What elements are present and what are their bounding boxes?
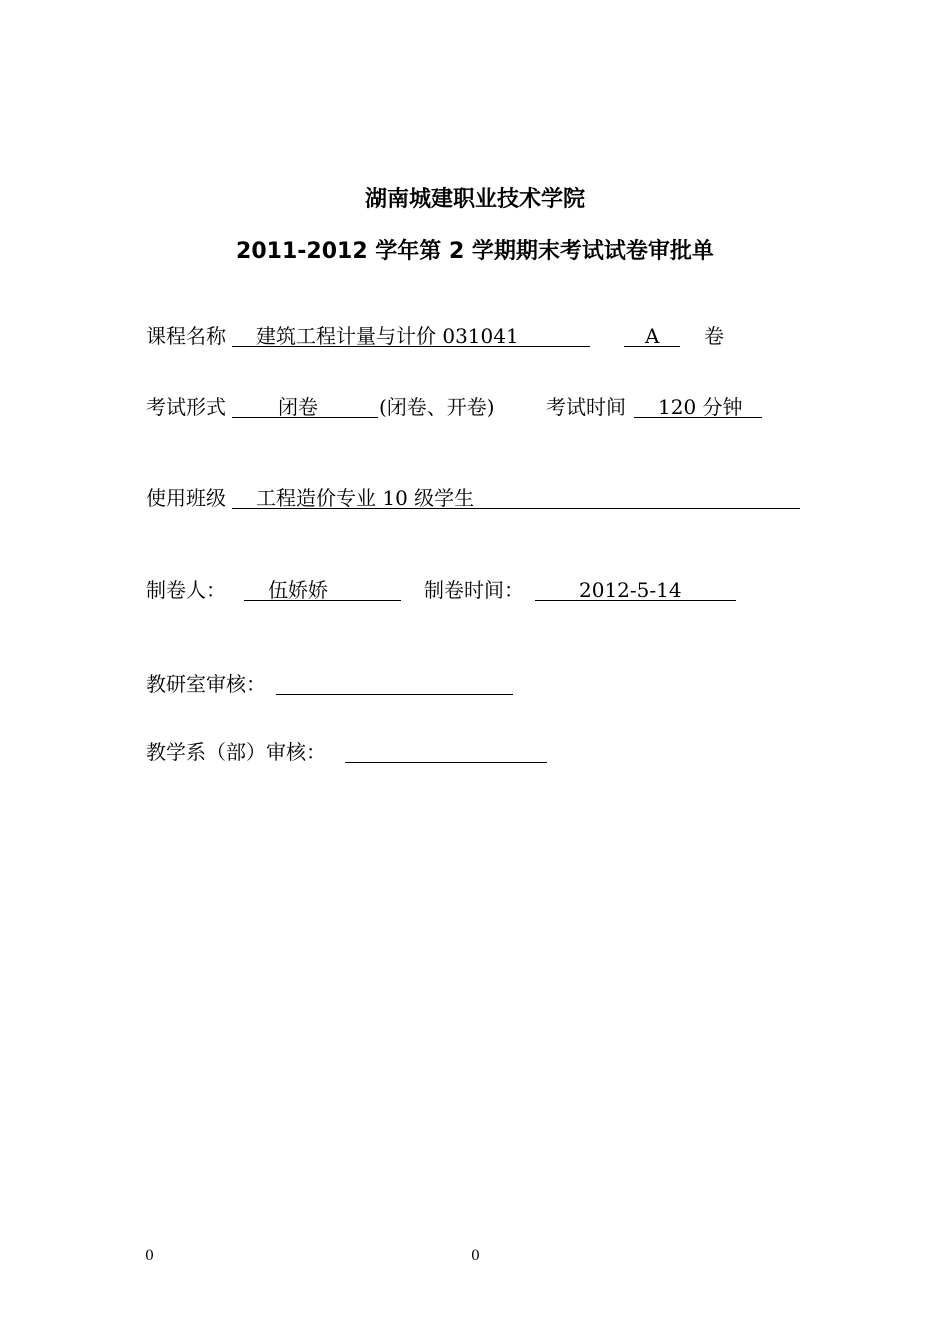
exam-time-label: 考试时间 xyxy=(546,395,626,419)
author-time-value: 2012-5-14 xyxy=(579,578,682,602)
exam-row xyxy=(146,393,786,421)
author-value: 伍娇娇 xyxy=(268,578,328,602)
class-value: 工程造价专业 10 级学生 xyxy=(256,486,475,510)
author-time-label: 制卷时间： xyxy=(424,578,524,602)
dept-review-underline xyxy=(345,762,547,763)
class-row xyxy=(146,484,806,512)
author-row xyxy=(146,576,746,604)
school-name: 湖南城建职业技术学院 xyxy=(364,187,585,212)
dept-review-row xyxy=(146,738,566,766)
class-label: 使用班级 xyxy=(146,486,226,510)
footer-center-number: 0 xyxy=(471,1248,480,1264)
course-row xyxy=(146,322,746,350)
paper-suffix: 卷 xyxy=(704,324,724,348)
exam-form-value: 闭卷 xyxy=(278,395,318,419)
dept-review-label: 教学系（部）审核： xyxy=(146,740,326,764)
exam-form-label: 考试形式 xyxy=(146,395,226,419)
course-label: 课程名称 xyxy=(146,324,226,348)
office-review-label: 教研室审核： xyxy=(146,672,266,696)
exam-time-value: 120 分钟 xyxy=(658,395,743,419)
document-title: 2011-2012 学年第 2 学期期末考试试卷审批单 xyxy=(236,239,714,264)
footer-left-number: 0 xyxy=(145,1248,154,1264)
author-label: 制卷人： xyxy=(146,578,226,602)
paper-type: A xyxy=(645,324,660,348)
office-review-row xyxy=(146,670,546,698)
course-value: 建筑工程计量与计价 031041 xyxy=(256,324,519,348)
exam-form-options: (闭卷、开卷) xyxy=(379,395,495,419)
office-review-underline xyxy=(276,694,513,695)
